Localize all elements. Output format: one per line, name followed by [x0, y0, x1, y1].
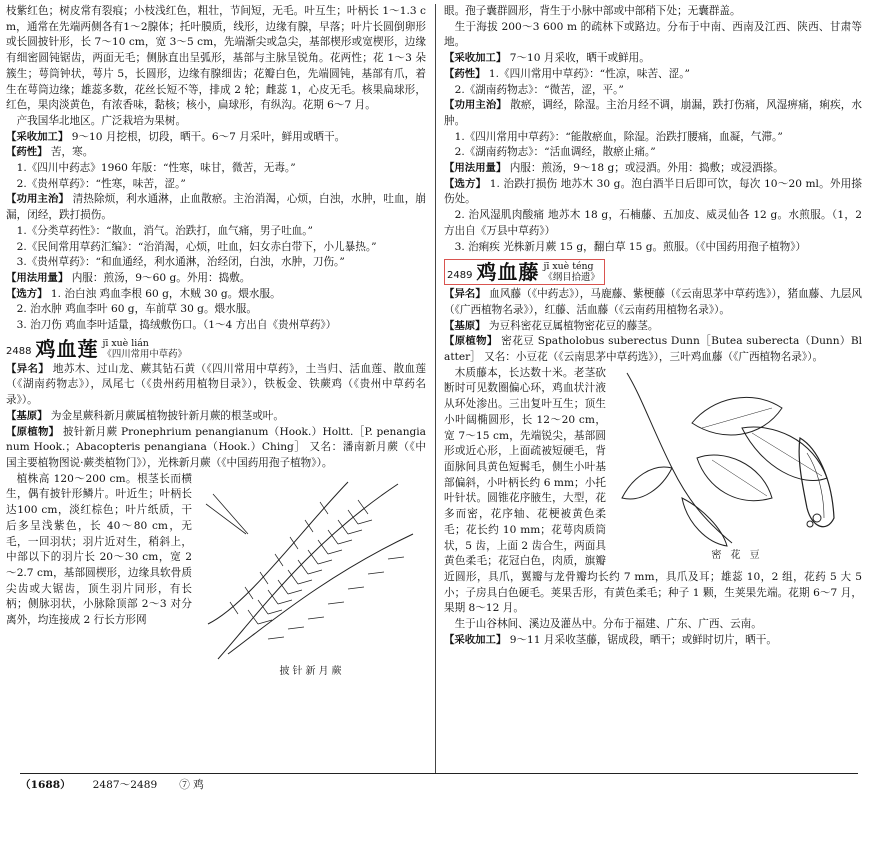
plant-description: 木质藤本，长达数十米。老茎砍断时可见数圈偏心环，鸡血状汁液从环处渗出。三出复叶互生；顶生小叶阔椭圆形，长 12～20 cm，宽 7～15 cm，先端锐尖，基部圆形或近心形，上面疏被短硬毛，背面脉间具黄色短髯毛，侧生小叶基部偏斜，小叶柄长约 6 mm；小托叶针状。圆锥花序腋生，大型，花多而密，花序轴、花梗被黄色柔毛；花长约 10 mm；花萼肉质筒状，5 齿，上面 2 齿合生，两面具黄色柔毛；花冠白色，肉质，旗瓣近圆形，具爪，翼瓣与龙骨瓣均长约 7 mm，具爪及耳；雄蕊 10，2 组，花药 5 大 5 小；子房具白色硬毛。荚果舌形，有黄色柔毛；种子 1 颗，生荚果先端。花期 6～7 月，果期 8～12 月。: [444, 366, 862, 615]
section-harvest: [6, 130, 426, 146]
entry-pinyin: jī xuè lián: [102, 337, 149, 349]
entry-side: [102, 338, 186, 360]
section-label: ⑦ 鸡: [179, 779, 204, 791]
citation-item: 2.《湖南药物志》：“活血调经，散瘀止痛。”: [454, 146, 656, 159]
section-function: [444, 98, 862, 129]
paragraph: 枝紫红色；树皮常有裂痕；小枝浅红色，粗壮，节间短，无毛。叶互生；叶柄长 1～1.3 cm，通常在先端两侧各有1～2腺体；托叶膜质，线形，边缘有腺，早落；叶片长圆倒卵形或长圆披针形，长 7～10 cm，宽 3～5 cm，先端渐尖或急尖，基部楔形或宽楔形，边缘有细密圆钝锯齿，两面无毛；侧脉直出呈弧形，基部与主脉呈锐角。花两性；花 1～3 朵簇生；萼筒钟状，萼片 5，长圆形，边缘有腺细齿；花瓣白色，先端圆钝，基部有爪，着生在萼筒边缘；雄蕊多数，花丝长短不等，排成 2 轮；雌蕊 1，心皮无毛。核果扁球形，红色，果肉淡黄色，有浓香味，黏核；核小，扁球形，有纵沟。花期 6～7 月。: [6, 5, 426, 112]
plant-distribution: 生于山谷林间、溪边及灌丛中。分布于福建、广东、广西、云南。: [454, 618, 762, 631]
section-text: 为豆科密花豆属植物密花豆的藤茎。: [485, 319, 659, 332]
entry-heading-2489: [444, 259, 862, 285]
citation-item: 2.《贵州草药》：“性寒，味苦，涩。”: [16, 177, 186, 190]
section-text: 7～10 月采收，晒干或鲜用。: [506, 52, 650, 65]
section-text: 苦，寒。: [47, 146, 94, 159]
section-function: [6, 192, 426, 223]
section-tag: 【采收加工】: [444, 633, 507, 646]
section-tag: 【功用主治】: [444, 99, 507, 112]
section-tag: 【原植物】: [444, 335, 498, 348]
section-tag: 【用法用量】: [6, 271, 69, 284]
left-column: [6, 4, 426, 681]
section-harvest: [444, 51, 862, 67]
section-text: 1. 治白浊 鸡血李根 60 g，木贼 30 g。煨水服。: [47, 287, 281, 300]
paragraph: 眼。孢子囊群圆形，背生于小脉中部或中部稍下处；无囊群盖。: [444, 5, 741, 17]
section-taste: [6, 145, 426, 161]
section-text: 1. 治跌打损伤 地苏木 30 g。泡白酒半日后即可饮，每次 10～20 ml。外用搽伤处。: [444, 177, 862, 206]
entry-title: 鸡血藤: [476, 260, 540, 285]
section-text: 地苏木、过山龙、蕨其钻石黄（《四川常用中草药》，土当归、活血莲、散血莲（《湖南药物志》），凤尾七（《贵州药用植物目录》），铁板金、铁蕨鸡（《贵州中草药名录》）。: [6, 362, 427, 407]
section-text: 9～10 月挖根，切段，晒干。6～7 月采叶，鲜用或晒干。: [68, 130, 346, 143]
entry-number: 2489: [447, 269, 473, 281]
column-divider: [435, 4, 436, 774]
citation-item: 1.《分类草药性》：“散血，消气。治跌打，血气痛，男子吐血。”: [16, 224, 313, 237]
section-base: [6, 409, 426, 425]
entry-pinyin: jī xuè téng: [543, 261, 594, 273]
section-tag: 【异名】: [6, 362, 50, 375]
section-alias: [444, 287, 862, 318]
figure-caption: 密 花 豆: [711, 549, 763, 561]
section-tag: 【功用主治】: [6, 193, 70, 206]
section-plant: [444, 334, 862, 365]
section-text: 9～11 月采收茎藤，锯成段，晒干；或鲜时切片，晒干。: [506, 633, 777, 646]
recipe-item: 2. 治水肿 鸡血李叶 60 g，车前草 30 g。煨水服。: [16, 303, 257, 316]
section-usage: [6, 271, 426, 287]
entry-source: 《四川常用中草药》: [102, 348, 187, 360]
section-text: 披针新月蕨 Pronephrium penangianum（Hook.）Holtt.［P. penangianum Hook.；Abacopteris penangiana（Hook.）Ching］ 又名：潘南新月蕨（《中国主要植物图说·蕨类植物门》），光株新月蕨（《中国药用孢子植物》）。: [6, 425, 427, 469]
paragraph: 产我国华北地区。广泛栽培为果树。: [16, 114, 187, 127]
section-text: 血风藤（《中药志》），马鹿藤、紫梗藤（《云南思茅中草药选》），猪血藤、九层风（《广西植物名录》），红藤、活血藤（《云南药用植物名录》）。: [444, 288, 862, 316]
section-taste: [444, 67, 862, 83]
section-text: 内服：煎汤，9～60 g。外用：捣敷。: [68, 271, 251, 284]
section-tag: 【药性】: [444, 67, 486, 80]
section-tag: 【基原】: [444, 319, 486, 332]
section-recipe: [6, 287, 426, 303]
paragraph: 生于海拔 200～3 600 m 的疏林下或路边。分布于中南、西南及江西、陕西、甘肃等地。: [444, 20, 862, 49]
section-text: 为金星蕨科新月蕨属植物披针新月蕨的根茎或叶。: [47, 409, 284, 422]
section-recipe: [444, 177, 862, 208]
section-text: 1.《四川常用中草药》：“性凉，味苦、涩。”: [485, 67, 690, 80]
fern-drawing: [198, 474, 426, 664]
entry-highlight-box: [444, 259, 605, 285]
section-text: 散瘀，调经，除湿。主治月经不调，崩漏，跌打伤痛，风湿痹痛，痢疾，水肿。: [444, 99, 862, 127]
section-tag: 【采收加工】: [444, 52, 507, 65]
section-text: 密花豆 Spatholobus suberectus Dunn［Butea suberecta（Dunn）Blatter］ 又名：小豆花（《云南思茅中草药选》），三叶鸡血藤（《广西植物名录》）。: [444, 335, 862, 364]
recipe-item: 3. 治刀伤 鸡血李叶适量，捣绒敷伤口。（1～4 方出自《贵州草药》）: [16, 319, 337, 332]
spatholobus-drawing: [612, 368, 862, 548]
section-tag: 【选方】: [6, 287, 48, 300]
spatholobus-illustration: [612, 368, 862, 564]
citation-item: 1.《四川中药志》1960 年版：“性寒，味甘，微苦，无毒。”: [16, 162, 296, 175]
citation-item: 2.《民间常用草药汇编》：“治消渴，心烦，吐血，妇女赤白带下，小儿暴热。”: [16, 240, 377, 253]
plant-description: 植株高 120～200 cm。根茎长而横生，偶有披针形鳞片。叶近生；叶柄长达100 cm，淡红棕色；叶片纸质，干后多呈浅紫色，长 40～80 cm，无毛，一回羽状；羽片近对生，稍斜上，中部以下的羽片长 20～30 cm，宽 2～2.7 cm，基部圆楔形，边缘具软骨质尖齿或大锯齿，顶生羽片同形，有长柄；侧脉羽状，小脉除顶部 2～3 对分离外，均连接成 2 行长方形网: [6, 472, 192, 627]
recipe-item: 2. 治风湿肌肉酸痛 地苏木 18 g，石楠藤、五加皮、威灵仙各 12 g。水煎服。（1，2 方出自《万县中草药》）: [444, 209, 862, 237]
section-tag: 【异名】: [444, 288, 486, 301]
section-text: 内服：煎汤，9～18 g；或浸酒。外用：捣敷；或浸酒搽。: [506, 162, 784, 175]
section-plant: [6, 425, 426, 472]
citation-item: 1.《四川常用中草药》：“能散瘀血，除湿。治跌打腰痛，血凝，气滞。”: [454, 130, 783, 143]
fern-illustration: [198, 474, 426, 680]
page-footer: [20, 773, 858, 792]
section-alias: [6, 362, 426, 409]
entry-title: 鸡血莲: [35, 336, 99, 361]
entry-range: 2487～2489: [92, 779, 158, 791]
section-tag: 【原植物】: [6, 425, 60, 438]
section-tag: 【基原】: [6, 409, 48, 422]
section-tag: 【采收加工】: [6, 130, 69, 143]
section-usage: [444, 161, 862, 177]
recipe-item: 3. 治痢疾 光株新月蕨 15 g，翻白草 15 g。煎服。（《中国药用孢子植物》）: [454, 240, 807, 253]
right-column: [444, 4, 862, 648]
entry-number: 2488: [6, 346, 32, 358]
section-base: [444, 319, 862, 335]
figure-caption: 披针新月蕨: [279, 665, 345, 677]
entry-side: [543, 261, 599, 283]
entry-heading-2488: [6, 338, 426, 360]
section-tag: 【用法用量】: [444, 162, 507, 175]
section-text: 清热除烦，利水通淋，止血散瘀。主治消渴，心烦，白浊，水肿，吐血，崩漏，闭经，跌打损伤。: [6, 193, 427, 222]
citation-item: 3.《贵州草药》：“和血通经，利水通淋，治经闭，白浊，水肿，刀伤。”: [16, 256, 345, 269]
entry-source: 《纲目拾遗》: [543, 272, 600, 284]
citation-item: 2.《湖南药物志》：“微苦，涩，平。”: [454, 83, 624, 96]
section-harvest: [444, 633, 862, 649]
page-number: （1688）: [20, 779, 71, 791]
section-tag: 【选方】: [444, 177, 487, 190]
section-tag: 【药性】: [6, 146, 48, 159]
